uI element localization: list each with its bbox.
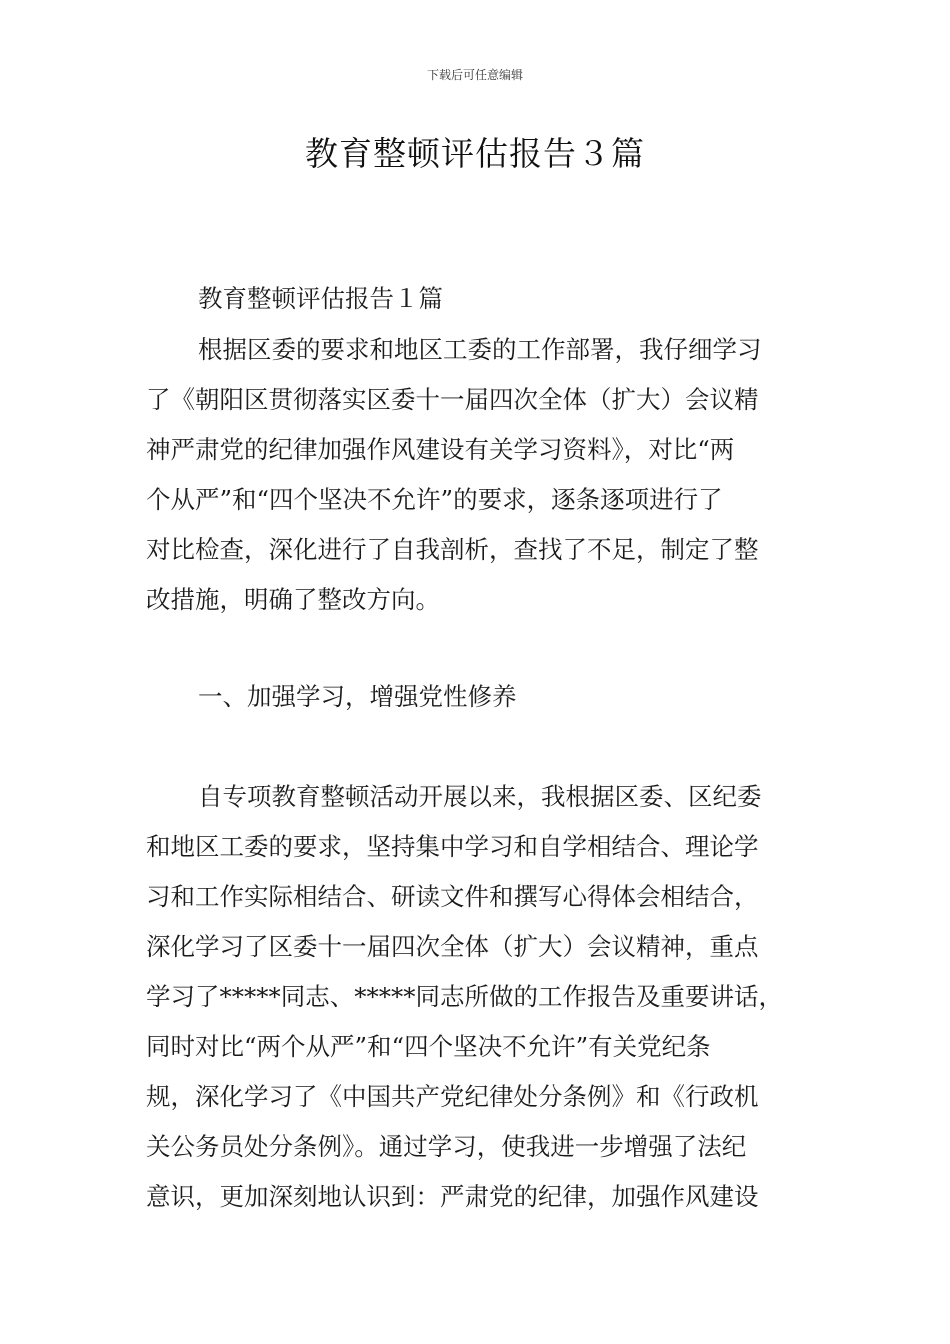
paragraph-line: 个从严”和“四个坚决不允许”的要求，逐条逐项进行了 [146,485,723,514]
paragraph-line: 深化学习了区委十一届四次全体（扩大）会议精神，重点 [146,932,759,961]
paragraph-line: 了《朝阳区贯彻落实区委十一届四次全体（扩大）会议精 [146,385,759,414]
header-note: 下载后可任意编辑 [426,68,523,82]
paragraph-line: 自专项教育整顿活动开展以来，我根据区委、区纪委 [198,782,762,811]
paragraph-line: 关公务员处分条例》。通过学习，使我进一步增强了法纪 [146,1132,747,1161]
section-heading-block [146,672,816,722]
document-title: 教育整顿评估报告３篇 [305,134,645,173]
section-heading: 一、加强学习，增强党性修养 [198,682,517,711]
paragraph-line: 习和工作实际相结合、研读文件和撰写心得体会相结合， [146,882,759,911]
paragraph-line: 意识，更加深刻地认识到：严肃党的纪律，加强作风建设 [146,1182,759,1211]
paragraph-line: 根据区委的要求和地区工委的工作部署，我仔细学习 [198,335,762,364]
paragraph-line: 同时对比“两个从严”和“四个坚决不允许”有关党纪条 [146,1032,711,1061]
report-subtitle: 教育整顿评估报告１篇 [198,284,443,313]
paragraph-line: 对比检查，深化进行了自我剖析，查找了不足，制定了整 [146,535,759,564]
subtitle-block [146,274,816,324]
paragraph-line: 和地区工委的要求，坚持集中学习和自学相结合、理论学 [146,832,759,861]
paragraph-line: 学习了*****同志、*****同志所做的工作报告及重要讲话， [146,982,783,1011]
paragraph-2 [146,772,816,1222]
paragraph-1 [146,325,816,625]
paragraph-line: 神严肃党的纪律加强作风建设有关学习资料》，对比“两 [146,435,735,464]
paragraph-line: 改措施，明确了整改方向。 [146,585,440,614]
paragraph-line: 规，深化学习了《中国共产党纪律处分条例》和《行政机 [146,1082,759,1111]
